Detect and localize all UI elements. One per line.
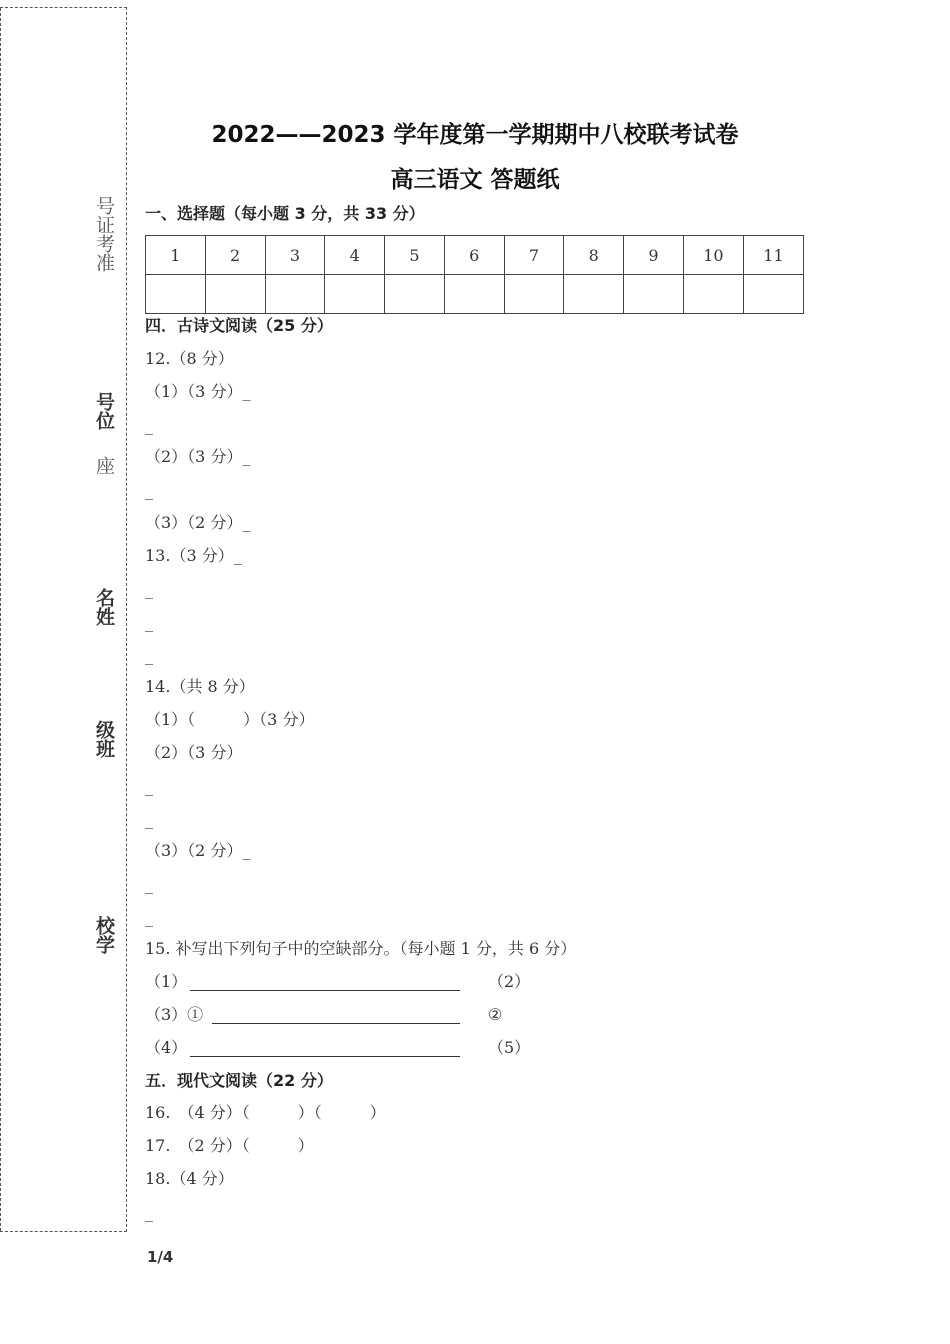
q14-1-label: （1）（ ）（3 分） <box>145 710 315 729</box>
section4-heading: 四．古诗文阅读（25 分） <box>145 316 333 335</box>
q12-3-label: （3）（2 分）_ <box>145 513 251 532</box>
answer-dash: _ <box>145 777 153 796</box>
answer-grid <box>145 235 804 314</box>
q15-1-blank[interactable] <box>190 990 460 991</box>
q15-5-label: （5） <box>488 1038 531 1057</box>
grid-answer-cell[interactable] <box>146 275 206 314</box>
answer-dash: _ <box>145 1203 153 1222</box>
answer-dash: _ <box>145 908 153 927</box>
q15-3-blank[interactable] <box>212 1023 460 1024</box>
grid-answer-cell[interactable] <box>504 275 564 314</box>
exam-number-label: 号证考准 <box>93 196 115 272</box>
grid-header-cell: 5 <box>385 236 445 275</box>
grid-header-cell: 3 <box>265 236 325 275</box>
q16-label: 16. （4 分）（ ）（ ） <box>145 1103 386 1122</box>
q12-1-label: （1）（3 分）_ <box>145 382 251 401</box>
answer-dash: _ <box>145 810 153 829</box>
grid-answer-cell[interactable] <box>265 275 325 314</box>
q15-3b-label: ② <box>488 1005 503 1024</box>
q15-4-blank[interactable] <box>190 1056 460 1057</box>
q17-label: 17. （2 分）（ ） <box>145 1136 314 1155</box>
section1-heading: 一、选择题（每小题 3 分，共 33 分） <box>145 204 425 223</box>
grid-header-cell: 4 <box>325 236 385 275</box>
answer-dash: _ <box>145 613 153 632</box>
grid-answer-cell[interactable] <box>205 275 265 314</box>
page-title: 2022——2023 学年度第一学期期中八校联考试卷 <box>211 122 739 148</box>
q12-2-label: （2）（3 分）_ <box>145 447 251 466</box>
q15-label: 15. 补写出下列句子中的空缺部分。（每小题 1 分，共 6 分） <box>145 939 577 958</box>
grid-header-cell: 7 <box>504 236 564 275</box>
grid-header-cell: 8 <box>564 236 624 275</box>
class-label: 级班 <box>93 720 115 758</box>
q18-label: 18.（4 分） <box>145 1169 234 1188</box>
grid-answer-cell[interactable] <box>683 275 743 314</box>
q12-label: 12.（8 分） <box>145 349 234 368</box>
answer-dash: _ <box>145 646 153 665</box>
grid-header-cell: 11 <box>743 236 803 275</box>
grid-header-cell: 10 <box>683 236 743 275</box>
school-label: 校学 <box>93 916 115 954</box>
grid-header-cell: 1 <box>146 236 206 275</box>
page-subtitle: 高三语文 答题纸 <box>390 167 560 193</box>
answer-dash: _ <box>145 580 153 599</box>
page-number: 1/4 <box>147 1248 174 1266</box>
q14-2-label: （2）（3 分） <box>145 743 243 762</box>
grid-answer-cell[interactable] <box>564 275 624 314</box>
q15-4-label: （4） <box>145 1038 188 1057</box>
grid-answer-cell[interactable] <box>743 275 803 314</box>
grid-header-cell: 6 <box>444 236 504 275</box>
name-label: 名姓 <box>93 588 115 626</box>
q15-1-label: （1） <box>145 972 188 991</box>
seat-number-label-bold: 号位 <box>93 392 115 430</box>
q14-label: 14.（共 8 分） <box>145 677 255 696</box>
grid-header-cell: 2 <box>205 236 265 275</box>
q15-3-label: （3）① <box>145 1005 204 1024</box>
answer-dash: _ <box>145 875 153 894</box>
answer-dash: _ <box>145 481 153 500</box>
grid-answer-cell[interactable] <box>325 275 385 314</box>
q15-2-label: （2） <box>488 972 531 991</box>
grid-answer-cell[interactable] <box>444 275 504 314</box>
section5-heading: 五．现代文阅读（22 分） <box>145 1071 333 1090</box>
answer-dash: _ <box>145 416 153 435</box>
grid-answer-cell[interactable] <box>385 275 445 314</box>
seat-number-label-light: 座 <box>93 456 115 475</box>
q13-label: 13.（3 分）_ <box>145 546 242 565</box>
grid-answer-cell[interactable] <box>624 275 684 314</box>
grid-header-cell: 9 <box>624 236 684 275</box>
q14-3-label: （3）（2 分）_ <box>145 841 251 860</box>
